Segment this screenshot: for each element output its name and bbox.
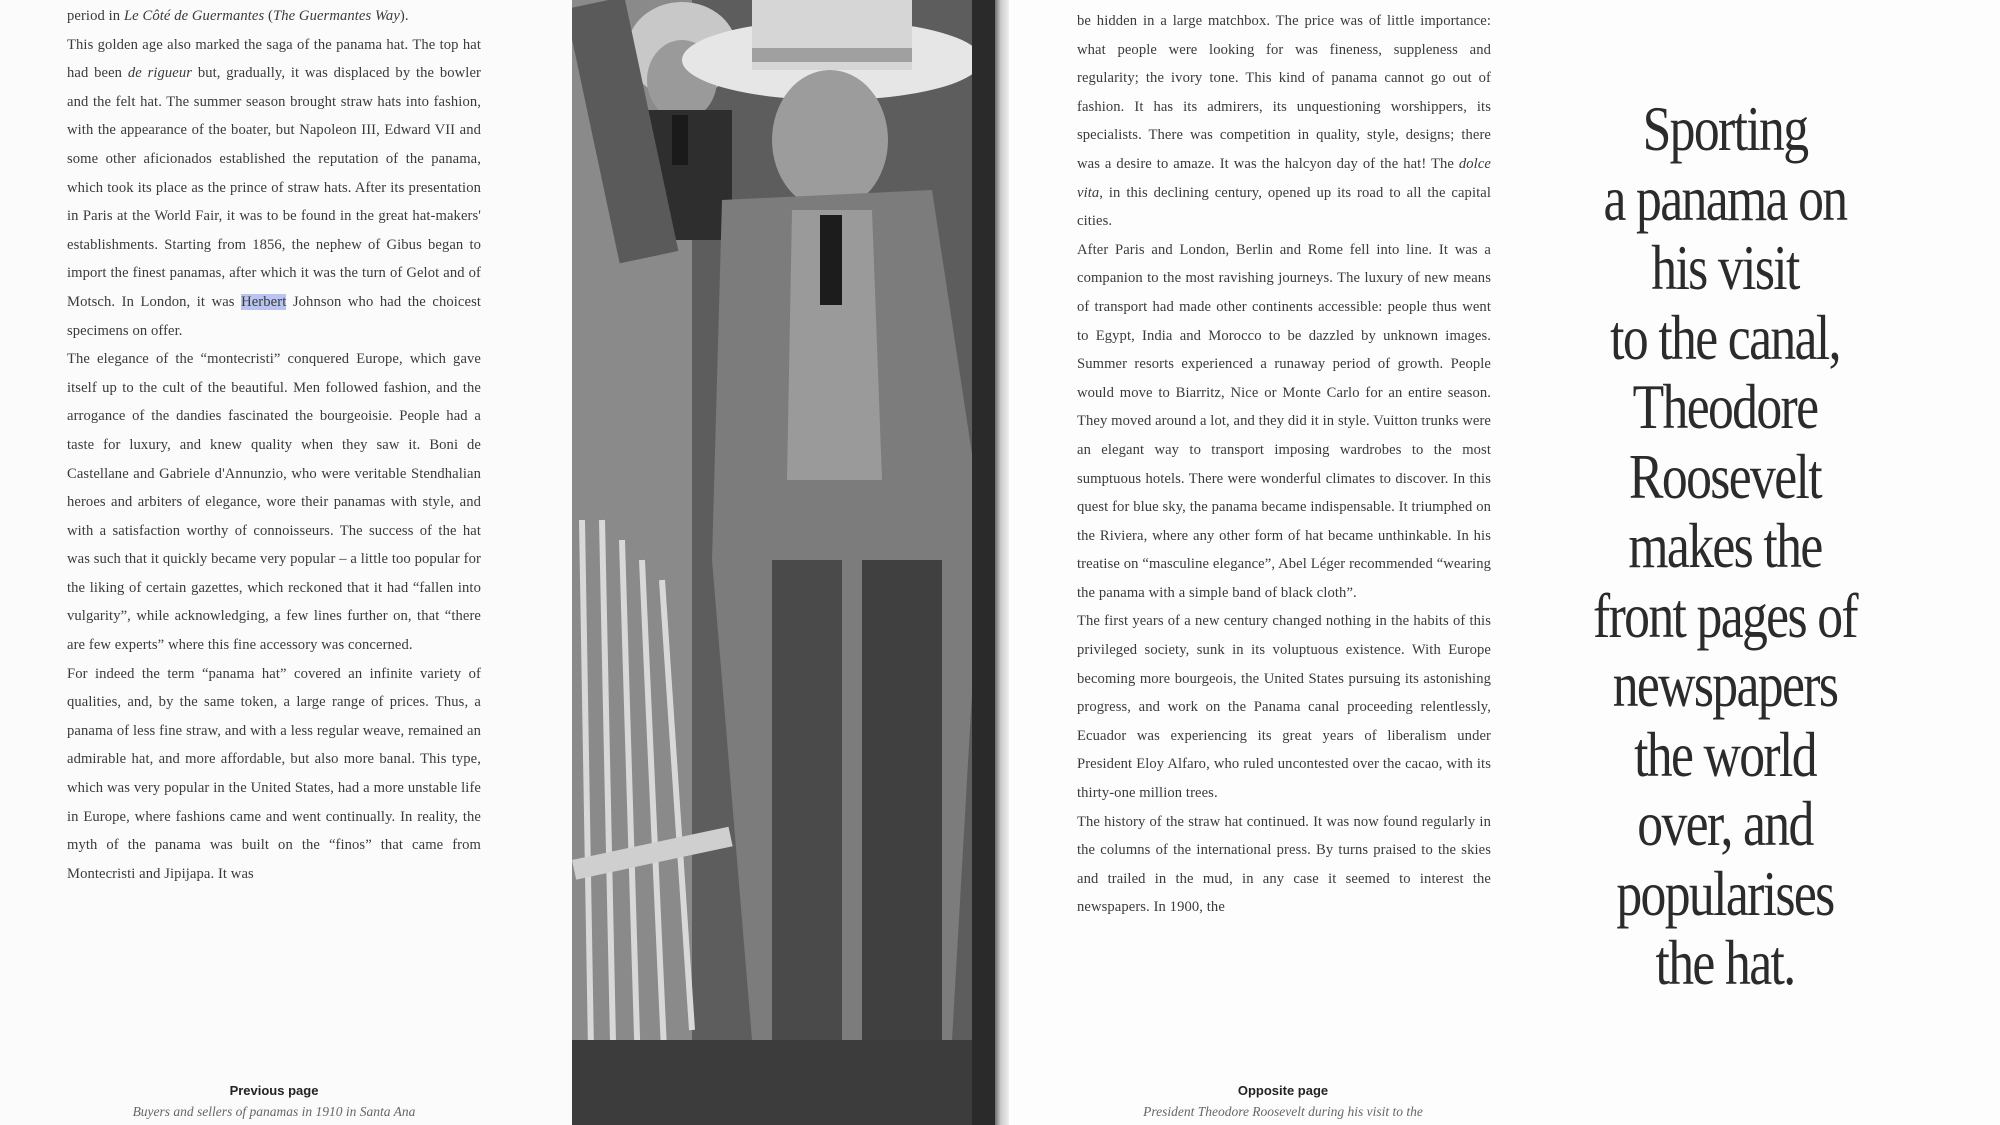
paragraph: The first years of a new century changed nothing in the habits of this privileged society, sunk in its voluptuous existence. With Europe becoming more bourgeois, the United States pursuing its astonishing progress, and work on the Panama canal proceeding relentlessly, Ecuador was experiencing its great years of liberalism under President Eloy Alfaro, who ruled uncontested over the cacao, with its thirty-one million trees. [1077, 613, 1491, 802]
pull-quote-line: a panama on [1603, 163, 1847, 234]
paragraph: period in Le Côté de Guermantes (The Guermantes Way). [67, 8, 409, 24]
pull-quote-line: newspapers [1612, 650, 1838, 720]
opposite-page-caption-text: President Theodore Roosevelt during his visit to the [1143, 1104, 1423, 1119]
pull-quote-line: Sporting [1642, 94, 1808, 164]
pull-quote-line: Roosevelt [1629, 441, 1821, 512]
paragraph: This golden age also marked the saga of the panama hat. The top hat had been de rigueur but, gradually, it was displaced by the bowler and the felt hat. The summer season brought straw hats into fashion, with the appearance of the boater, but Napoleon III, Edward VII and some other aficionados established the reputation of the panama, which took its place as the prince of straw hats. After its presentation in Paris at the World Fair, it was to be found in the great hat-makers' establishments. Starting from 1856, the nephew of Gibus began to import the finest panamas, after which it was the turn of Gelot and of Motsch. In London, it was Herbert Johnson who had the choicest specimens on offer. [67, 36, 481, 339]
left-body-text [67, 2, 481, 888]
pull-quote-line: to the canal, [1610, 302, 1840, 373]
paragraph: The history of the straw hat continued. It was now found regularly in the columns of the international press. By turns praised to the skies and trailed in the mud, in any case it seemed to interest the newspapers. In 1900, the [1077, 813, 1491, 916]
previous-page-caption-text: Buyers and sellers of panamas in 1910 in Santa Ana [132, 1104, 416, 1119]
pull-quote-line: the world [1634, 719, 1816, 790]
pull-quote-line: over, and [1637, 789, 1813, 859]
paragraph: be hidden in a large matchbox. The price was of little importance: what people were looking for was fineness, suppleness and regularity; the ivory tone. This kind of panama cannot go out of fashion. It has its admirers, its unquestioning worshippers, its specialists. There was competition in quality, style, designs; there was a desire to amaze. It was the halcyon day of the hat! The dolce vita, in this declining century, opened up its road to all the capital cities. [1077, 13, 1491, 230]
pull-quote-line: Theodore [1632, 372, 1818, 442]
pull-quote-line: popularises [1616, 858, 1834, 929]
pull-quote-line: front pages of [1593, 580, 1857, 651]
book-gutter [995, 0, 1009, 1125]
highlighted-word[interactable]: Herbert [241, 293, 287, 310]
pull-quote [1573, 95, 1876, 999]
previous-page-caption-heading: Previous page [229, 1083, 319, 1098]
pull-quote-line: his visit [1651, 233, 1799, 303]
paragraph: For indeed the term “panama hat” covered an infinite variety of qualities, and, by the same token, a large range of prices. Thus, a panama of less fine straw, and with a less regular weave, remained an admirable hat, and more affordable, but also more banal. This type, which was very popular in the United States, had a more unstable life in Europe, where fashions came and went continually. In reality, the myth of the panama was built on the “finos” that came from Montecristi and Jipijapa. It was [67, 665, 481, 882]
right-body-text [1077, 7, 1491, 922]
pull-quote-line: the hat. [1655, 928, 1795, 998]
paragraph: After Paris and London, Berlin and Rome fell into line. It was a companion to the most ravishing journeys. The luxury of new means of transport had made other continents accessible: people thus went to Egypt, India and Morocco to be dazzled by unknown images. Summer resorts experienced a runaway period of growth. People would move to Biarritz, Nice or Monte Carlo for an entire season. They moved around a lot, and they did it in style. Vuitton trunks were an elegant way to transport imposing wardrobes to the most sumptuous hotels. There were wonderful climates to discover. In this quest for blue sky, the panama became indispensable. It triumphed on the Riviera, where any other form of hat became unthinkable. In his treatise on “masculine elegance”, Abel Léger recommended “wearing the panama with a simple band of black cloth”. [1077, 241, 1491, 601]
opposite-page-caption-heading: Opposite page [1237, 1083, 1329, 1098]
roosevelt-photograph [572, 0, 995, 1125]
pull-quote-line: makes the [1628, 511, 1822, 581]
paragraph: The elegance of the “montecristi” conquered Europe, which gave itself up to the cult of the beautiful. Men followed fashion, and the arrogance of the dandies fascinated the bourgeoisie. People had a taste for luxury, and knew quality when they saw it. Boni de Castellane and Gabriele d'Annunzio, who were veritable Stendhalian heroes and arbiters of elegance, wore their panamas with style, and with a satisfaction worthy of connoisseurs. The success of the hat was such that it quickly became very popular – a little too popular for the liking of certain gazettes, which reckoned that it had “fallen into vulgarity”, while acknowledging, a few lines further on, that “there are few experts” where this fine accessory was concerned. [67, 351, 481, 654]
